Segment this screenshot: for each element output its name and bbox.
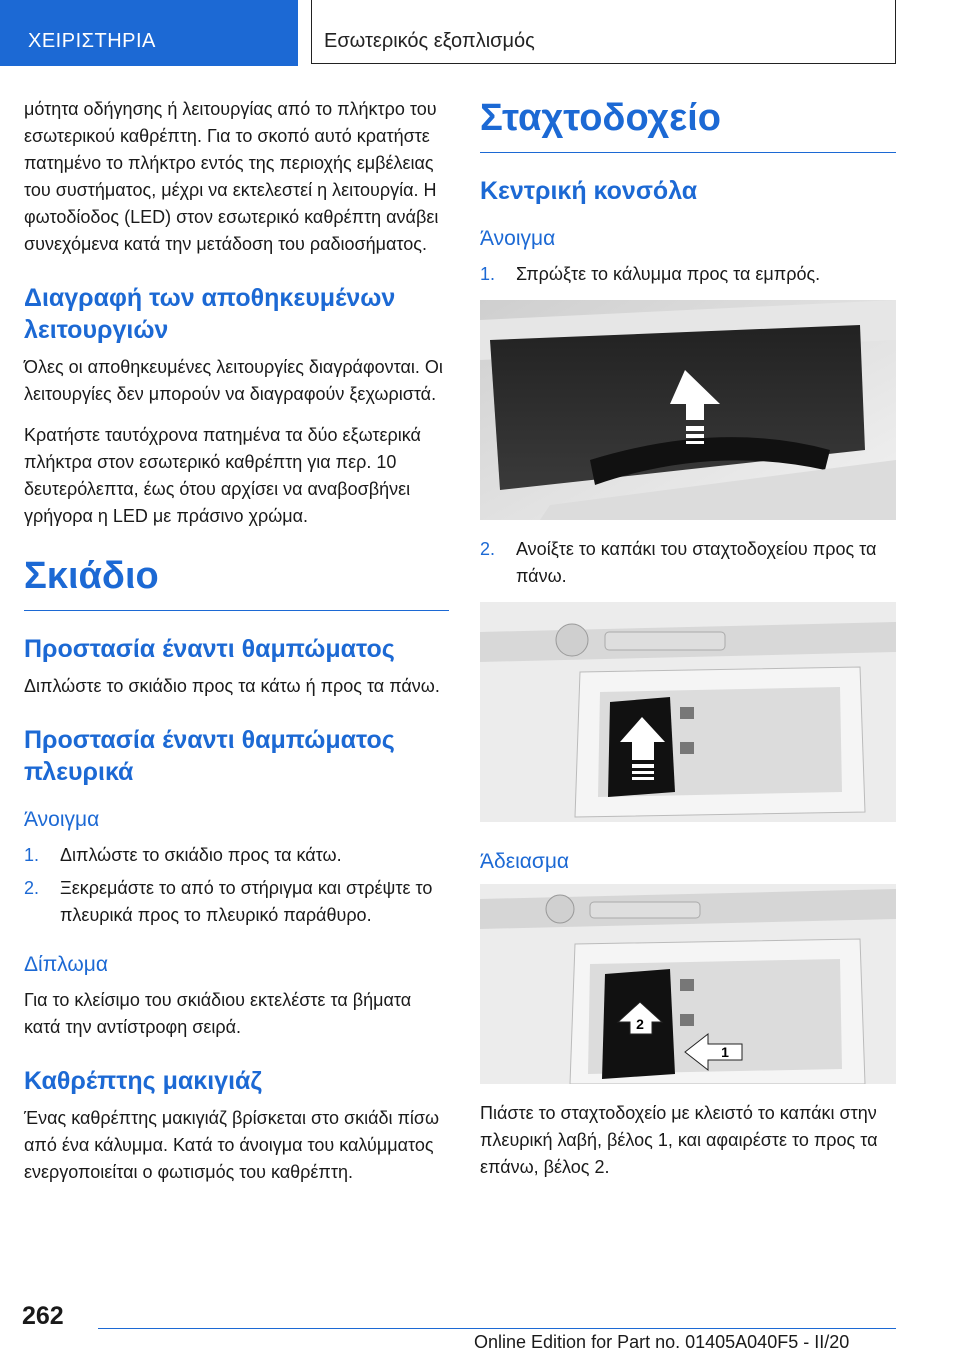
fold-paragraph: Για το κλείσιμο του σκιάδιου εκτελέστε τα βήματα κατά την αντίστροφη σειρά. xyxy=(24,990,412,1037)
glare-heading: Προστασία έναντι θαμπώματος xyxy=(24,635,395,663)
remove-illustration xyxy=(480,884,896,1084)
ashtray-step-2 xyxy=(480,536,896,590)
footer-edition: Online Edition for Part no. 01405A040F5 - II/20 xyxy=(474,1332,850,1352)
step-number: 1. xyxy=(480,264,496,284)
ashtray-open-heading: Άνοιγμα xyxy=(480,227,556,250)
console-heading: Κεντρική κονσόλα xyxy=(480,177,698,205)
section-label: ΧΕΙΡΙΣΤΗΡΙΑ xyxy=(28,30,156,52)
page-header xyxy=(0,0,960,66)
footer-divider xyxy=(98,1328,896,1329)
step-text: Διπλώστε το σκιάδιο προς τα κάτω. xyxy=(60,845,342,865)
figure-remove xyxy=(480,884,896,1084)
empty-heading: Άδειασμα xyxy=(480,850,570,873)
ashtray-heading: Σταχτοδοχείο xyxy=(480,96,896,153)
figure-cover-push xyxy=(480,300,896,520)
list-item xyxy=(480,536,896,590)
lid-open-illustration xyxy=(480,602,896,822)
visor-open-heading: Άνοιγμα xyxy=(24,808,100,831)
visor-open-steps xyxy=(24,842,449,929)
empty-paragraph: Πιάστε το σταχτοδοχείο με κλειστό το καπάκι στην πλευρική λαβή, βέλος 1, και αφαιρέστε το προς τα επάνω, βέλος 2. xyxy=(480,1103,878,1177)
step-text: Σπρώξτε το κάλυμμα προς τα εμπρός. xyxy=(516,264,821,284)
arrow-1-label: 1 xyxy=(721,1044,729,1060)
ashtray-step-1 xyxy=(480,261,896,288)
chapter-tab xyxy=(311,0,896,64)
list-item xyxy=(480,261,896,288)
left-column xyxy=(24,96,449,1200)
delete-paragraph-1: Όλες οι αποθηκευμένες λειτουργίες διαγράφονται. Οι λειτουργίες δεν μπορούν να διαγραφούν ξεχωριστά. xyxy=(24,357,443,404)
step-number: 1. xyxy=(24,845,40,865)
mirror-paragraph: Ένας καθρέπτης μακιγιάζ βρίσκεται στο σκιάδι πίσω από ένα κάλυμμα. Κατά το άνοιγμα του καλύμματος ενεργοποιείται ο φωτισμός του καθρέπτη. xyxy=(24,1108,440,1182)
right-column xyxy=(480,96,896,1195)
step-number: 2. xyxy=(24,878,40,898)
intro-paragraph: μότητα οδήγησης ή λειτουργίας από το πλήκτρο του εσωτερικού καθρέπτη. Για το σκοπό αυτό κρατήστε πατημένο το πλήκτρο εντός της περιοχής εμβέλειας του συστήματος, μέχρι να εκτελεστεί η λειτουργία. Η φωτοδίοδος (LED) στον εσωτερικό καθρέπτη ανάβει συνεχόμενα κατά την μετάδοση του ραδιοσήματος. xyxy=(24,99,439,254)
chapter-label: Εσωτερικός εξοπλισμός xyxy=(324,30,535,52)
glare-paragraph: Διπλώστε το σκιάδιο προς τα κάτω ή προς τα πάνω. xyxy=(24,676,440,696)
list-item xyxy=(24,875,449,929)
step-text: Ξεκρεμάστε το από το στήριγμα και στρέψτε το πλευρικά προς το πλευρικό παράθυρο. xyxy=(60,878,433,925)
section-tab[interactable] xyxy=(0,0,298,66)
arrow-2-label: 2 xyxy=(636,1016,644,1032)
delete-paragraph-2: Κρατήστε ταυτόχρονα πατημένα τα δύο εξωτερικά πλήκτρα στον εσωτερικό καθρέπτη για περ. 10 δευτερόλεπτα, έως ότου αρχίσει να αναβοσβήνει γρήγορα η LED με πράσινο χρώμα. xyxy=(24,425,421,526)
page-number: 262 xyxy=(22,1302,64,1330)
fold-heading: Δίπλωμα xyxy=(24,953,108,976)
list-item xyxy=(24,842,449,869)
side-glare-heading: Προστασία έναντι θαμπώματος πλευρικά xyxy=(24,726,395,786)
visor-heading: Σκιάδιο xyxy=(24,554,449,611)
mirror-heading: Καθρέπτης μακιγιάζ xyxy=(24,1067,262,1095)
step-text: Ανοίξτε το καπάκι του σταχτοδοχείου προς τα πάνω. xyxy=(516,539,877,586)
step-number: 2. xyxy=(480,539,496,559)
delete-heading: Διαγραφή των αποθηκευμένων λειτουργιών xyxy=(24,284,396,344)
figure-lid-open xyxy=(480,602,896,822)
cover-push-illustration xyxy=(480,300,896,520)
